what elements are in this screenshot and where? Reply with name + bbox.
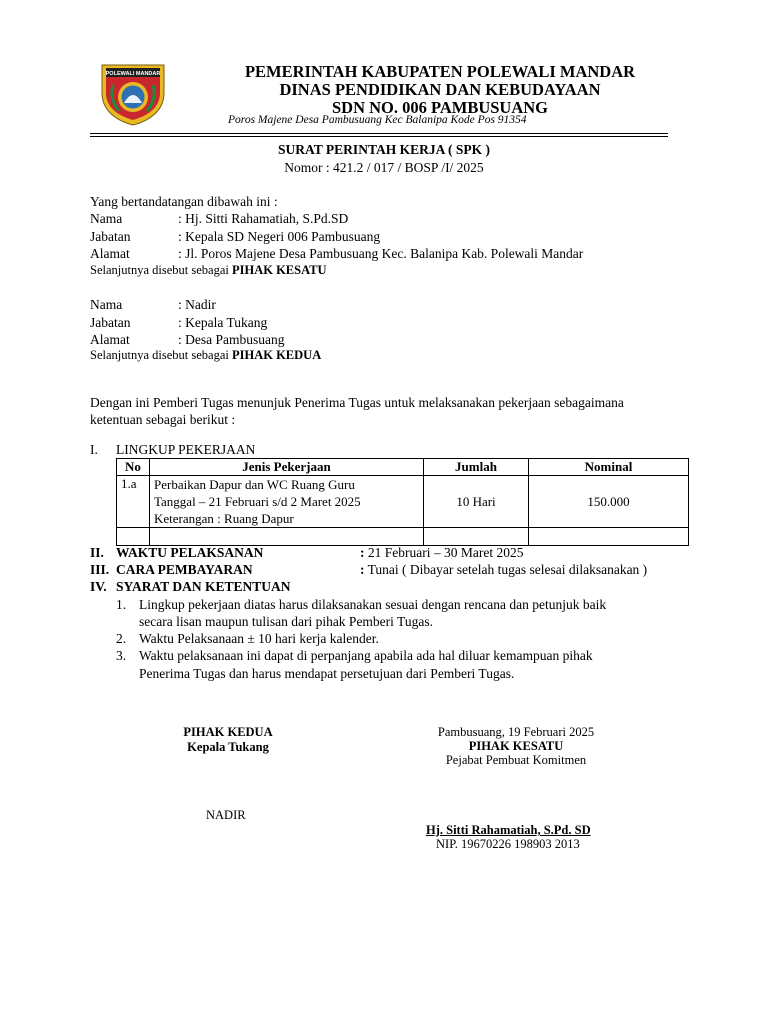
signature-right-role: Pejabat Pembuat Komitmen: [445, 753, 587, 767]
table-cell-no: 1.a: [117, 476, 150, 528]
assignment-line2: ketentuan sebagai berikut :: [90, 412, 236, 427]
section3-value: [360, 562, 647, 578]
signature-right-place-date: Pambusuang, 19 Februari 2025: [437, 725, 595, 739]
section3-payment: Tunai ( Dibayar setelah tugas selesai dilaksanakan ): [364, 562, 648, 577]
table-cell-amount: 10 Hari: [424, 476, 529, 528]
signature-right-name: Hj. Sitti Rahamatiah, S.Pd. SD: [426, 823, 591, 837]
job-note: Keterangan : Ruang Dapur: [154, 511, 294, 526]
signature-left-name: NADIR: [206, 808, 246, 822]
section1-title: LINGKUP PEKERJAAN: [116, 442, 256, 457]
party1-position-label: Jabatan: [90, 229, 131, 244]
signature-right-party: PIHAK KESATU: [468, 739, 564, 753]
table-cell-empty: [529, 528, 689, 546]
party1-designation: [90, 263, 327, 278]
table-cell-empty: [117, 528, 150, 546]
table-row: [117, 476, 689, 528]
party2-designation-value: PIHAK KEDUA: [231, 348, 322, 362]
term-3-line2: Penerima Tugas dan harus mendapat persetujuan dari Pemberi Tugas.: [139, 666, 515, 681]
term-1-line1: Lingkup pekerjaan diatas harus dilaksanakan sesuai dengan rencana dan petunjuk baik: [139, 597, 607, 612]
header-government: PEMERINTAH KABUPATEN POLEWALI MANDAR: [244, 62, 636, 81]
regency-logo: [99, 63, 167, 127]
table-cell-empty: [424, 528, 529, 546]
signature-left-party: PIHAK KEDUA: [183, 725, 273, 739]
table-cell-empty: [150, 528, 424, 546]
party1-name-label: Nama: [90, 211, 123, 226]
table-header-nominal: Nominal: [529, 459, 689, 476]
section4-title: SYARAT DAN KETENTUAN: [116, 579, 291, 594]
party1-position: : Kepala SD Negeri 006 Pambusuang: [178, 229, 381, 244]
party2-address: : Desa Pambusuang: [178, 332, 285, 347]
party1-address-label: Alamat: [90, 246, 130, 261]
term-2-line1: Waktu Pelaksanaan ± 10 hari kerja kalender.: [139, 631, 379, 646]
party1-designation-value: PIHAK KESATU: [231, 263, 327, 277]
term-3-line1: Waktu pelaksanaan ini dapat di perpanjang apabila ada hal diluar kemampuan pihak: [139, 648, 593, 663]
party1-name: : Hj. Sitti Rahamatiah, S.Pd.SD: [178, 211, 349, 226]
intro-text: Yang bertandatangan dibawah ini :: [90, 194, 278, 209]
section2-value: [360, 545, 523, 561]
party2-name-label: Nama: [90, 297, 123, 312]
table-header-row: [117, 459, 689, 476]
header-rule-thin: [90, 136, 668, 137]
section4-number: IV.: [90, 579, 107, 594]
signature-left-role: Kepala Tukang: [187, 740, 269, 754]
section2-title: WAKTU PELAKSANAN: [116, 545, 264, 560]
table-header-job: Jenis Pekerjaan: [150, 459, 424, 476]
term-3-number: 3.: [116, 648, 127, 663]
term-1-line2: secara lisan maupun tulisan dari pihak Pemberi Tugas.: [139, 614, 433, 629]
party2-designation-prefix: Selanjutnya disebut sebagai: [90, 348, 232, 362]
header-address: Poros Majene Desa Pambusuang Kec Balanipa Kode Pos 91354: [228, 114, 527, 126]
table-cell-nominal: 150.000: [529, 476, 689, 528]
job-date: Tanggal – 21 Februari s/d 2 Maret 2025: [154, 494, 361, 509]
assignment-line1: Dengan ini Pemberi Tugas menunjuk Penerima Tugas untuk melaksanakan pekerjaan sebagaimana: [90, 395, 624, 410]
table-header-amount: Jumlah: [424, 459, 529, 476]
header-agency: DINAS PENDIDIKAN DAN KEBUDAYAAN: [279, 80, 601, 99]
header-school: SDN NO. 006 PAMBUSUANG: [331, 98, 549, 117]
section3-title: CARA PEMBAYARAN: [116, 562, 253, 577]
signature-right-nip: NIP. 19670226 198903 2013: [436, 837, 580, 851]
section3-colon: :: [360, 562, 365, 577]
party2-name: : Nadir: [178, 297, 216, 312]
section2-date-range: 21 Februari – 30 Maret 2025: [364, 545, 524, 560]
section1-number: I.: [90, 442, 98, 457]
table-header-no: No: [117, 459, 150, 476]
logo-text: POLEWALI MANDAR: [105, 71, 161, 77]
section2-number: II.: [90, 545, 104, 560]
section3-number: III.: [90, 562, 110, 577]
document-number: Nomor : 421.2 / 017 / BOSP /I/ 2025: [284, 160, 484, 175]
job-description: Perbaikan Dapur dan WC Ruang Guru: [154, 477, 355, 492]
work-scope-table: [116, 458, 689, 546]
term-1-number: 1.: [116, 597, 127, 612]
party2-position-label: Jabatan: [90, 315, 131, 330]
party1-address: : Jl. Poros Majene Desa Pambusuang Kec. Balanipa Kab. Polewali Mandar: [178, 246, 584, 261]
term-2-number: 2.: [116, 631, 127, 646]
party1-designation-prefix: Selanjutnya disebut sebagai: [90, 263, 232, 277]
party2-address-label: Alamat: [90, 332, 130, 347]
header-rule-thick: [90, 133, 668, 134]
table-cell-job: [150, 476, 424, 528]
document-title: SURAT PERINTAH KERJA ( SPK ): [278, 142, 490, 157]
party2-designation: [90, 348, 321, 363]
table-row: [117, 528, 689, 546]
party2-position: : Kepala Tukang: [178, 315, 268, 330]
section2-colon: :: [360, 545, 365, 560]
